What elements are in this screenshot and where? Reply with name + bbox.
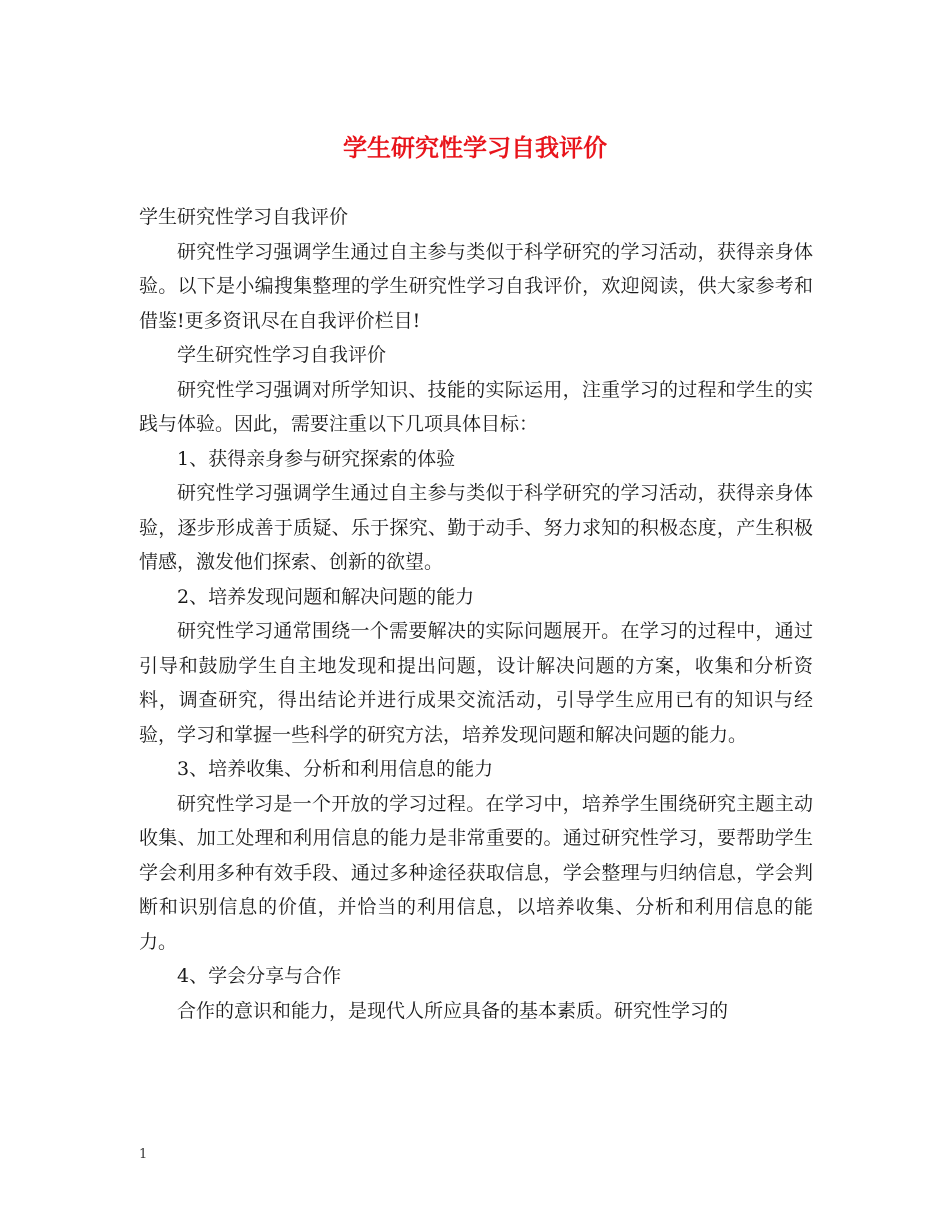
section-heading-4: 4、学会分享与合作 bbox=[177, 965, 342, 987]
paragraph-subheading: 学生研究性学习自我评价 bbox=[177, 344, 387, 366]
document-body bbox=[139, 200, 813, 1028]
paragraph-intro: 研究性学习强调学生通过自主参与类似于科学研究的学习活动，获得亲身体验。以下是小编搜集整理的学生研究性学习自我评价，欢迎阅读，供大家参考和借鉴!更多资讯尽在自我评价栏目! bbox=[139, 240, 813, 332]
paragraph-section-2: 研究性学习通常围绕一个需要解决的实际问题展开。在学习的过程中，通过引导和鼓励学生自主地发现和提出问题，设计解决问题的方案，收集和分析资料，调查研究，得出结论并进行成果交流活动，引导学生应用已有的知识与经验，学习和掌握一些科学的研究方法，培养发现问题和解决问题的能力。 bbox=[139, 620, 813, 746]
section-heading-2: 2、培养发现问题和解决问题的能力 bbox=[177, 585, 475, 608]
section-heading-3: 3、培养收集、分析和利用信息的能力 bbox=[177, 758, 494, 780]
paragraph-section-1: 研究性学习强调学生通过自主参与类似于科学研究的学习活动，获得亲身体验，逐步形成善于质疑、乐于探究、勤于动手、努力求知的积极态度，产生积极情感，激发他们探索、创新的欲望。 bbox=[139, 482, 813, 573]
section-heading-1: 1、获得亲身参与研究探索的体验 bbox=[177, 447, 456, 470]
paragraph-section-4: 合作的意识和能力，是现代人所应具备的基本素质。研究性学习的 bbox=[177, 999, 729, 1022]
paragraph-heading: 学生研究性学习自我评价 bbox=[139, 206, 349, 228]
paragraph-overview: 研究性学习强调对所学知识、技能的实际运用，注重学习的过程和学生的实践与体验。因此，需要注重以下几项具体目标： bbox=[139, 378, 813, 435]
document-title: 学生研究性学习自我评价 bbox=[343, 133, 607, 162]
page-number: 1 bbox=[139, 1147, 148, 1162]
paragraph-section-3: 研究性学习是一个开放的学习过程。在学习中，培养学生围绕研究主题主动收集、加工处理和利用信息的能力是非常重要的。通过研究性学习，要帮助学生学会利用多种有效手段、通过多种途径获取信息，学会整理与归纳信息，学会判断和识别信息的价值，并恰当的利用信息，以培养收集、分析和利用信息的能力。 bbox=[139, 792, 813, 953]
